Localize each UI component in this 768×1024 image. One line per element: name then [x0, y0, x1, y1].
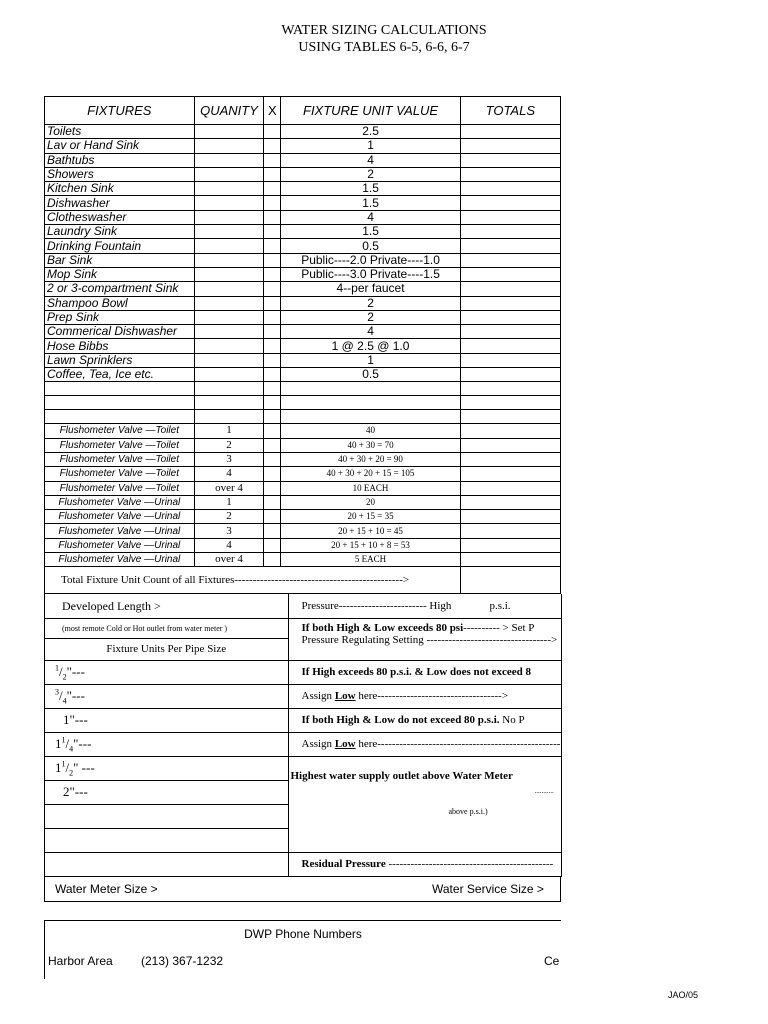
flushometer-row: [45, 553, 561, 567]
pipe-size-one-quarter: $1^1/_4"---$: [45, 732, 288, 756]
flushometer-x-cell: [264, 438, 281, 452]
total-fixture-units-cell[interactable]: [460, 567, 560, 594]
fixture-row: [45, 253, 561, 267]
fixture-name: Showers: [45, 167, 194, 181]
fixture-name: Lav or Hand Sink: [45, 139, 194, 153]
water-meter-size-label: Water Meter Size >: [55, 881, 158, 896]
fixture-row: [45, 267, 561, 281]
fixture-x-cell: [264, 125, 281, 139]
header-fixture-unit-value: FIXTURE UNIT VALUE: [281, 97, 460, 125]
pipe-size-one: 1"---: [45, 708, 288, 732]
flushometer-row: [45, 438, 561, 452]
flushometer-name: Flushometer Valve —Toilet: [45, 481, 194, 495]
flushometer-name: Flushometer Valve —Toilet: [45, 438, 194, 452]
fixture-quantity-cell[interactable]: [194, 310, 264, 324]
dwp-harbor-phone: (213) 367-1232: [141, 954, 224, 968]
flushometer-value: 20 + 15 + 10 = 45: [281, 524, 460, 538]
flushometer-x-cell: [264, 467, 281, 481]
fixture-name: Coffee, Tea, Ice etc.: [45, 368, 194, 382]
fixture-row: [45, 125, 561, 139]
fixture-quantity-cell[interactable]: [194, 210, 264, 224]
fixture-total-cell[interactable]: [460, 267, 560, 281]
flushometer-total-cell[interactable]: [460, 538, 560, 552]
fixture-unit-value: 0.5: [281, 368, 460, 382]
fixture-quantity-cell[interactable]: [194, 167, 264, 181]
flushometer-name: Flushometer Valve —Urinal: [45, 510, 194, 524]
fixture-x-cell: [264, 153, 281, 167]
fixture-x-cell: [264, 296, 281, 310]
fixture-row: [45, 210, 561, 224]
fixture-row: [45, 282, 561, 296]
fixture-total-cell[interactable]: [460, 310, 560, 324]
fixture-unit-value: 1.5: [281, 196, 460, 210]
fixture-x-cell: [264, 196, 281, 210]
fixture-unit-value: 1.5: [281, 225, 460, 239]
title-line-2: USING TABLES 6-5, 6-6, 6-7: [298, 40, 470, 55]
footer-code: JAO/05: [668, 990, 699, 1000]
fixture-total-cell[interactable]: [460, 196, 560, 210]
flushometer-quantity: over 4: [194, 553, 264, 567]
flushometer-row: [45, 524, 561, 538]
header-quantity: QUANITY: [194, 97, 264, 125]
dwp-central: Ce: [544, 954, 560, 968]
fixture-x-cell: [264, 353, 281, 367]
fixture-total-cell[interactable]: [460, 210, 560, 224]
fixture-name: Kitchen Sink: [45, 182, 194, 196]
flushometer-total-cell[interactable]: [460, 510, 560, 524]
flushometer-total-cell[interactable]: [460, 481, 560, 495]
fixture-total-cell[interactable]: [460, 125, 560, 139]
flushometer-x-cell: [264, 524, 281, 538]
fixture-row: [45, 296, 561, 310]
flushometer-row: [45, 495, 561, 509]
pipe-size-half: $^1/_2"---$: [45, 660, 288, 684]
header-totals: TOTALS: [460, 97, 560, 125]
flushometer-total-cell[interactable]: [460, 452, 560, 466]
flushometer-quantity: 4: [194, 538, 264, 552]
fixture-row: [45, 139, 561, 153]
flushometer-value: 40 + 30 + 20 = 90: [281, 452, 460, 466]
fixture-row: [45, 153, 561, 167]
flushometer-total-cell[interactable]: [460, 438, 560, 452]
page-title: [0, 22, 768, 56]
pressure-high-label: Pressure------------------------ High: [301, 600, 452, 613]
fixture-name: Shampoo Bowl: [45, 296, 194, 310]
fixture-row: [45, 368, 561, 382]
pressure-table: [45, 594, 562, 877]
flushometer-quantity: 2: [194, 510, 264, 524]
fixture-row: [45, 353, 561, 367]
flushometer-name: Flushometer Valve —Toilet: [45, 467, 194, 481]
flushometer-total-cell[interactable]: [460, 424, 560, 438]
set-prv-label: ---------- > Set P: [463, 621, 535, 634]
fixture-name: Prep Sink: [45, 310, 194, 324]
flushometer-row: [45, 424, 561, 438]
fixture-quantity-cell[interactable]: [194, 125, 264, 139]
fixture-quantity-cell[interactable]: [194, 353, 264, 367]
fixture-name: Hose Bibbs: [45, 339, 194, 353]
fixture-quantity-cell[interactable]: [194, 196, 264, 210]
fixture-x-cell: [264, 225, 281, 239]
flushometer-name: Flushometer Valve —Urinal: [45, 524, 194, 538]
flushometer-total-cell[interactable]: [460, 524, 560, 538]
fixture-row: [45, 239, 561, 253]
fixture-unit-value: Public----3.0 Private----1.5: [281, 267, 460, 281]
flushometer-x-cell: [264, 424, 281, 438]
flushometer-x-cell: [264, 510, 281, 524]
fixture-x-cell: [264, 210, 281, 224]
fixture-x-cell: [264, 325, 281, 339]
flushometer-value: 10 EACH: [281, 481, 460, 495]
flushometer-quantity: 4: [194, 467, 264, 481]
dwp-phone-box: [44, 920, 561, 979]
title-line-1: WATER SIZING CALCULATIONS: [281, 23, 487, 38]
water-sizing-sheet: [44, 96, 561, 902]
pipe-size-blank-1: [45, 804, 288, 828]
fixture-x-cell: [264, 267, 281, 281]
fixture-units-per-pipe-label: Fixture Units Per Pipe Size: [45, 638, 288, 660]
fixture-quantity-cell[interactable]: [194, 325, 264, 339]
fixture-total-cell[interactable]: [460, 139, 560, 153]
flushometer-quantity: 2: [194, 438, 264, 452]
pipe-size-two: 2"---: [45, 780, 288, 804]
flushometer-name: Flushometer Valve —Urinal: [45, 495, 194, 509]
flushometer-name: Flushometer Valve —Toilet: [45, 424, 194, 438]
fixture-total-cell[interactable]: [460, 368, 560, 382]
fixture-row: [45, 325, 561, 339]
water-service-size-label: Water Service Size >: [432, 881, 544, 896]
fixture-quantity-cell[interactable]: [194, 282, 264, 296]
fixture-total-cell[interactable]: [460, 282, 560, 296]
total-fixture-units-label: Total Fixture Unit Count of all Fixtures---------------------------------------------->: [45, 567, 460, 594]
residual-pressure-row: Residual Pressure ---------------------------------------------: [288, 852, 561, 876]
fixture-x-cell: [264, 282, 281, 296]
fixture-name: Lawn Sprinklers: [45, 353, 194, 367]
flushometer-quantity: 3: [194, 524, 264, 538]
dwp-title: DWP Phone Numbers: [244, 927, 362, 941]
fixture-x-cell: [264, 139, 281, 153]
assign-low-1: Assign Low here---------------------------------->: [288, 684, 561, 708]
fixture-unit-value: 1: [281, 139, 460, 153]
fixture-total-cell[interactable]: [460, 182, 560, 196]
flushometer-row: [45, 538, 561, 552]
header-fixtures: FIXTURES: [45, 97, 194, 125]
flushometer-value: 20 + 15 + 10 + 8 = 53: [281, 538, 460, 552]
fixture-unit-value: 2: [281, 296, 460, 310]
fixture-name: Mop Sink: [45, 267, 194, 281]
fixture-quantity-cell[interactable]: [194, 239, 264, 253]
flushometer-x-cell: [264, 495, 281, 509]
fixture-quantity-cell[interactable]: [194, 153, 264, 167]
flushometer-value: 40: [281, 424, 460, 438]
fixture-unit-value: 0.5: [281, 239, 460, 253]
fixture-quantity-cell[interactable]: [194, 339, 264, 353]
flushometer-row: [45, 452, 561, 466]
fixture-row: [45, 310, 561, 324]
pipe-size-blank-3: [45, 852, 288, 876]
pipe-size-three-quarter: $^3/_4"---$: [45, 684, 288, 708]
prv-setting-label: Pressure Regulating Setting ---------------------------------->: [301, 633, 558, 646]
dwp-harbor-area: Harbor Area: [48, 954, 113, 968]
fixture-row: [45, 339, 561, 353]
flushometer-total-cell[interactable]: [460, 467, 560, 481]
header-x: X: [264, 97, 281, 125]
fixture-unit-value: 4: [281, 153, 460, 167]
fixture-total-cell[interactable]: [460, 167, 560, 181]
fixture-unit-value: 1.5: [281, 182, 460, 196]
fixture-unit-value: 4: [281, 325, 460, 339]
flushometer-row: [45, 481, 561, 495]
fixture-unit-value: 2.5: [281, 125, 460, 139]
highest-outlet-label: Highest water supply outlet above Water Meter: [290, 769, 513, 782]
flushometer-x-cell: [264, 553, 281, 567]
fixture-unit-value: 1 @ 2.5 @ 1.0: [281, 339, 460, 353]
flushometer-x-cell: [264, 452, 281, 466]
fixture-quantity-cell[interactable]: [194, 182, 264, 196]
fixture-total-cell[interactable]: [460, 225, 560, 239]
flushometer-total-cell[interactable]: [460, 553, 560, 567]
fixture-unit-value: Public----2.0 Private----1.0: [281, 253, 460, 267]
above-psi-note: above p.s.i.): [448, 806, 488, 816]
fixture-name: 2 or 3-compartment Sink: [45, 282, 194, 296]
flushometer-name: Flushometer Valve —Urinal: [45, 553, 194, 567]
fixture-total-cell[interactable]: [460, 239, 560, 253]
fixture-unit-value: 4--per faucet: [281, 282, 460, 296]
fixture-name: Toilets: [45, 125, 194, 139]
fixture-quantity-cell[interactable]: [194, 296, 264, 310]
fixture-total-cell[interactable]: [460, 153, 560, 167]
fixture-x-cell: [264, 310, 281, 324]
flushometer-row: [45, 467, 561, 481]
fixture-unit-value: 1: [281, 353, 460, 367]
flushometer-total-cell[interactable]: [460, 495, 560, 509]
flushometer-value: 40 + 30 = 70: [281, 438, 460, 452]
fixture-unit-value: 4: [281, 210, 460, 224]
pipe-size-blank-2: [45, 828, 288, 852]
flushometer-quantity: over 4: [194, 481, 264, 495]
fixture-quantity-cell[interactable]: [194, 267, 264, 281]
flushometer-x-cell: [264, 481, 281, 495]
fixture-name: Bathtubs: [45, 153, 194, 167]
flushometer-value: 20 + 15 = 35: [281, 510, 460, 524]
flushometer-quantity: 1: [194, 495, 264, 509]
fixture-x-cell: [264, 368, 281, 382]
fixture-quantity-cell[interactable]: [194, 225, 264, 239]
fixture-total-cell[interactable]: [460, 296, 560, 310]
fixture-quantity-cell[interactable]: [194, 368, 264, 382]
fixture-total-cell[interactable]: [460, 325, 560, 339]
fixture-x-cell: [264, 339, 281, 353]
developed-length-label: Developed Length >: [45, 594, 288, 618]
assign-low-2: Assign Low here--------------------------------------------------: [288, 732, 561, 756]
fixture-name: Bar Sink: [45, 253, 194, 267]
fixture-row: [45, 196, 561, 210]
flushometer-quantity: 3: [194, 452, 264, 466]
developed-length-note: (most remote Cold or Hot outlet from water meter ): [45, 618, 288, 638]
flushometer-quantity: 1: [194, 424, 264, 438]
fixture-total-cell[interactable]: [460, 339, 560, 353]
flushometer-value: 40 + 30 + 20 + 15 = 105: [281, 467, 460, 481]
fixture-table: [45, 97, 561, 594]
fixture-row: [45, 167, 561, 181]
high-exceeds-label: If High exceeds 80 p.s.i. & Low does not exceed 8: [288, 660, 561, 684]
fixture-row: [45, 225, 561, 239]
psi-label: p.s.i.: [489, 600, 511, 613]
flushometer-name: Flushometer Valve —Urinal: [45, 538, 194, 552]
fixture-x-cell: [264, 239, 281, 253]
fixture-name: Commerical Dishwasher: [45, 325, 194, 339]
flushometer-row: [45, 510, 561, 524]
both-exceed-label: If both High & Low exceeds 80 psi: [301, 621, 464, 634]
fixture-name: Drinking Fountain: [45, 239, 194, 253]
fixture-total-cell[interactable]: [460, 253, 560, 267]
meter-service-row: [45, 877, 561, 902]
flushometer-value: 20: [281, 495, 460, 509]
highest-outlet-cell: Highest water supply outlet above Water Meter ........... above p.s.i.): [288, 756, 561, 852]
fixture-x-cell: [264, 182, 281, 196]
fixture-x-cell: [264, 253, 281, 267]
fixture-name: Laundry Sink: [45, 225, 194, 239]
flushometer-value: 5 EACH: [281, 553, 460, 567]
fixture-unit-value: 2: [281, 167, 460, 181]
flushometer-name: Flushometer Valve —Toilet: [45, 452, 194, 466]
fixture-quantity-cell[interactable]: [194, 139, 264, 153]
both-not-exceed-row: If both High & Low do not exceed 80 p.s.i. No P: [288, 708, 561, 732]
fixture-quantity-cell[interactable]: [194, 253, 264, 267]
fixture-name: Clotheswasher: [45, 210, 194, 224]
fixture-x-cell: [264, 167, 281, 181]
fixture-total-cell[interactable]: [460, 353, 560, 367]
fixture-name: Dishwasher: [45, 196, 194, 210]
fixture-row: [45, 182, 561, 196]
pipe-size-one-half: $1^1/_2$" ---: [45, 756, 288, 780]
fixture-unit-value: 2: [281, 310, 460, 324]
flushometer-x-cell: [264, 538, 281, 552]
